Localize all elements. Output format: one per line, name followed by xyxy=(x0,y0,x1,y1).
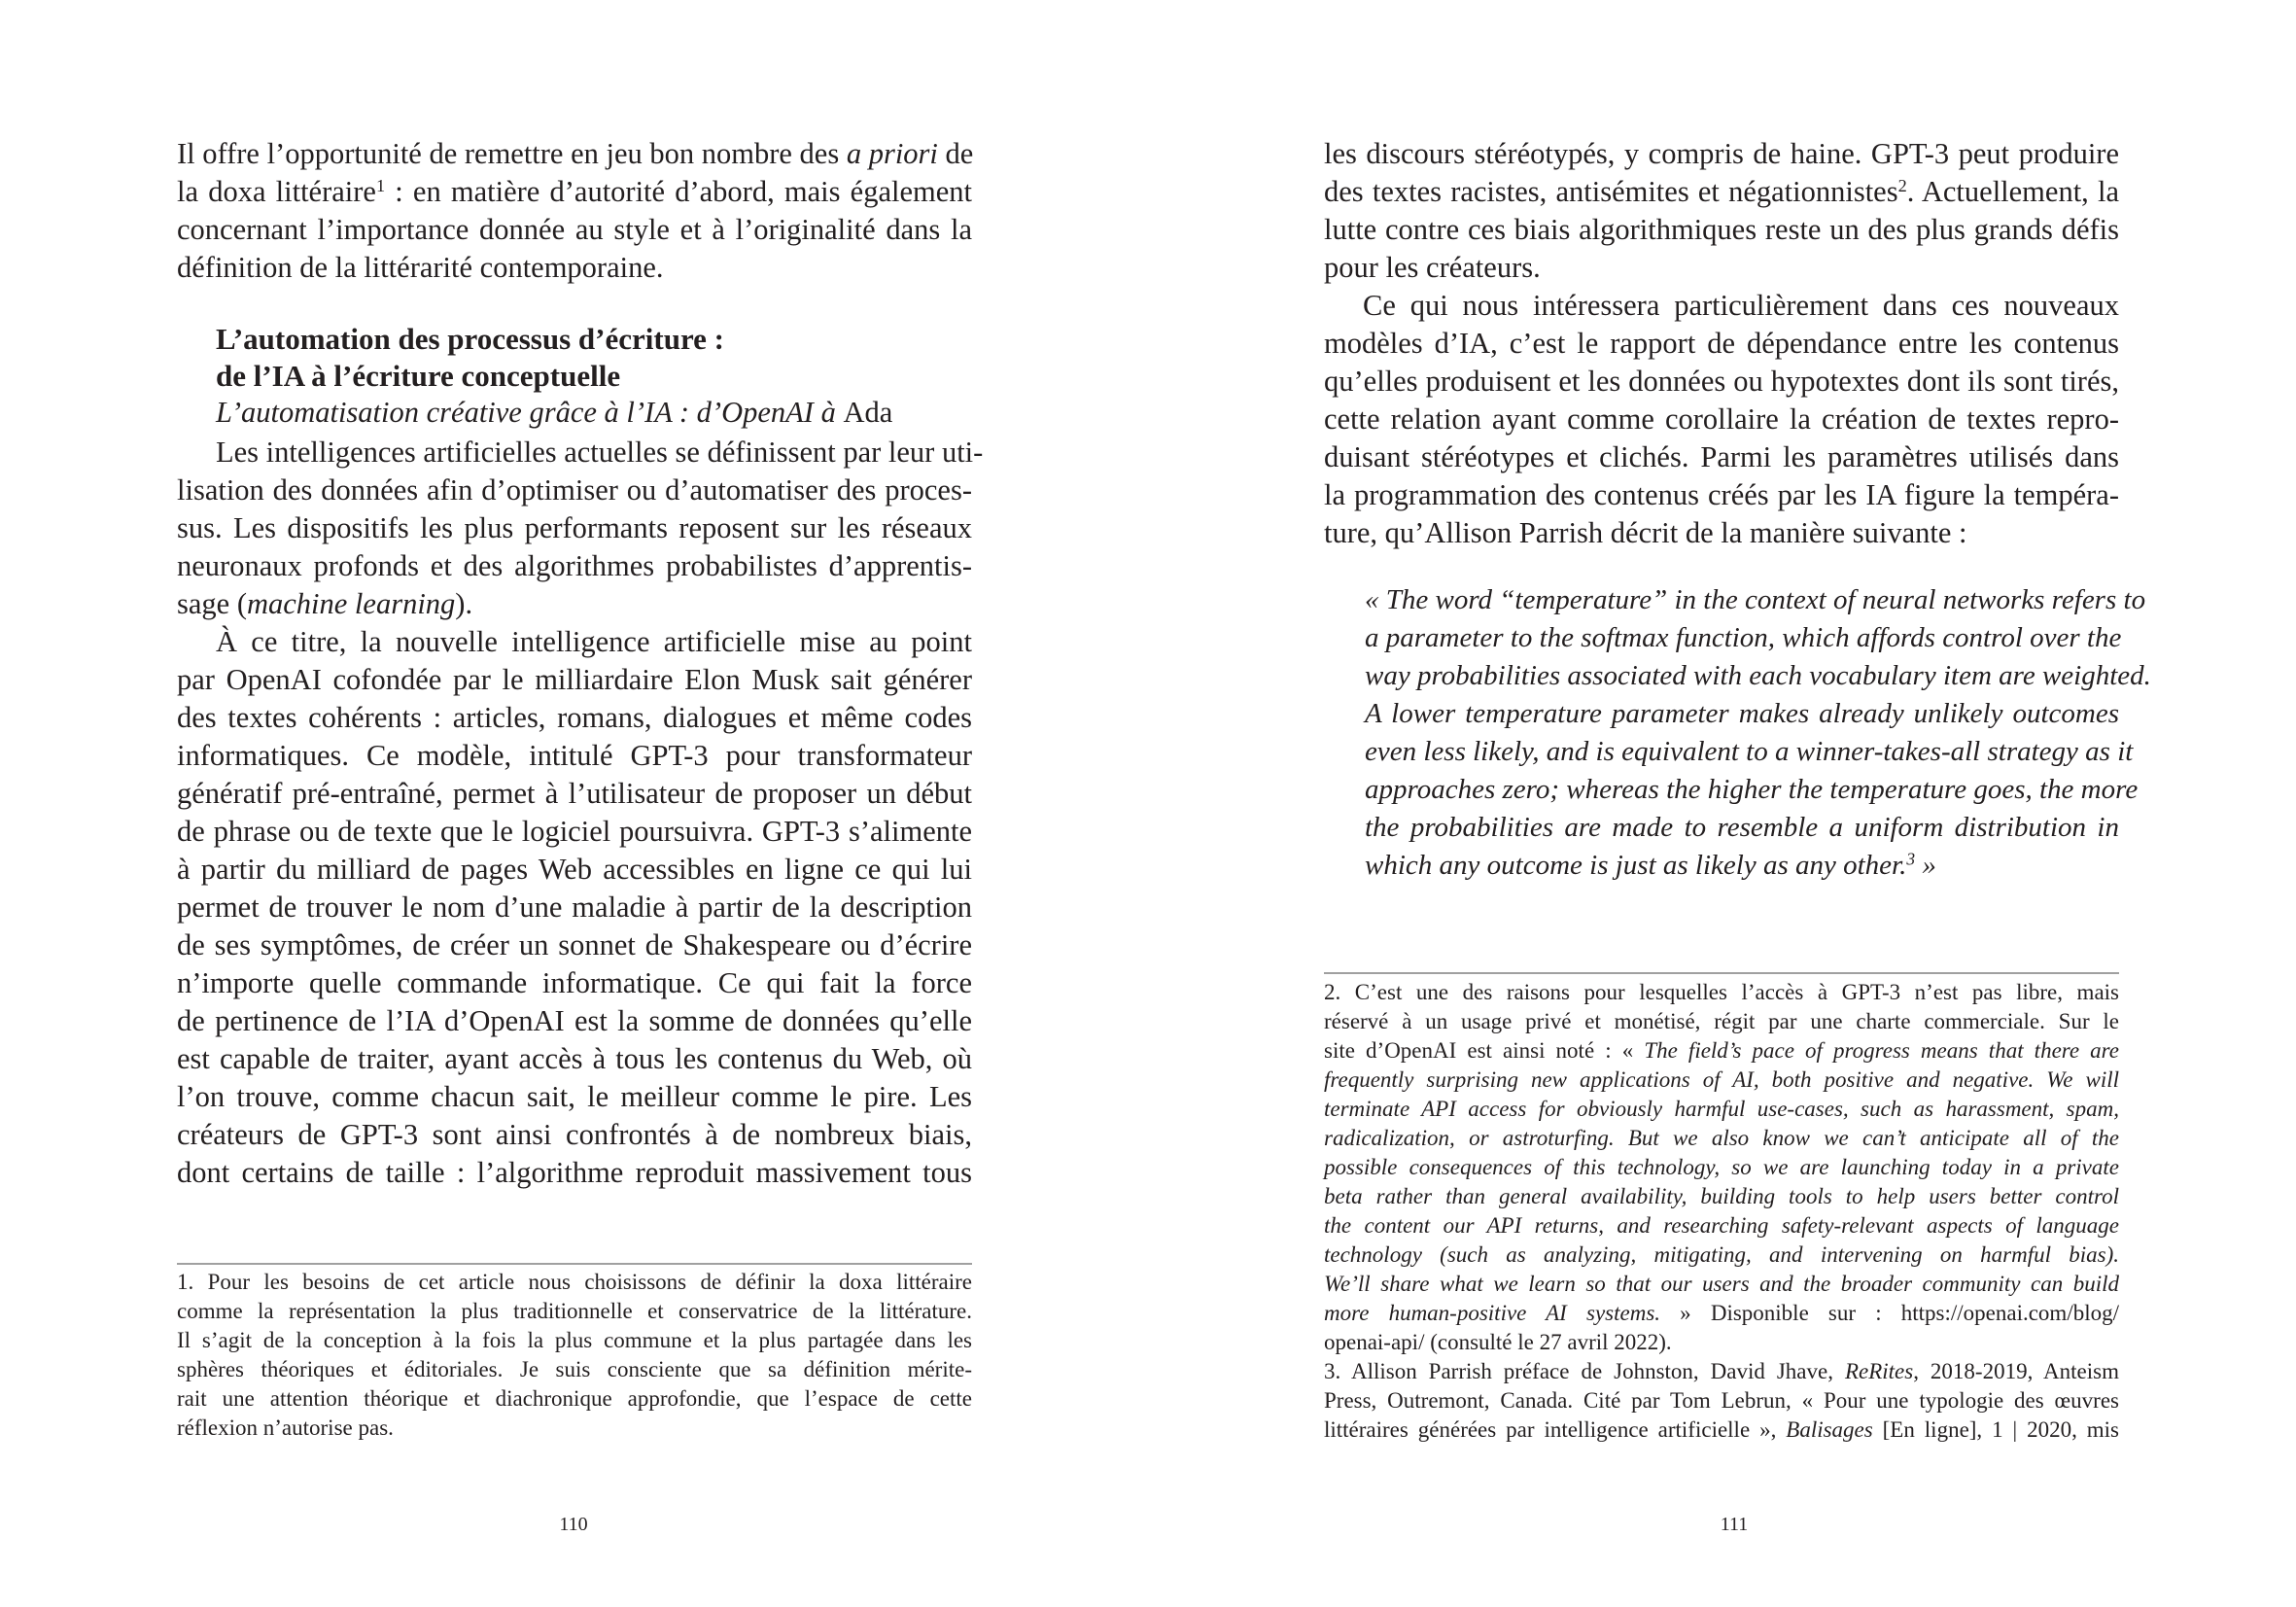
footnote-line xyxy=(1324,1124,2119,1153)
text: à partir du milliard de pages Web accessibles en ligne ce qui lui xyxy=(177,853,972,886)
text-line xyxy=(177,135,972,173)
text-line xyxy=(177,509,972,547)
text: comme la représentation la plus traditionnelle et conservatrice de la littérature. xyxy=(177,1299,972,1323)
text: la doxa littéraire xyxy=(177,175,376,208)
text: la programmation des contenus créés par les IA figure la tempéra- xyxy=(1324,478,2119,511)
italic-text: more human-positive AI systems. xyxy=(1324,1301,1661,1325)
text: informatiques. Ce modèle, intitulé GPT-3 pour transformateur xyxy=(177,739,972,772)
text-line xyxy=(1324,438,2119,476)
text: Press, Outremont, Canada. Cité par Tom Lebrun, « Pour une typologie des œuvres xyxy=(1324,1388,2119,1413)
text: lutte contre ces biais algorithmiques reste un des plus grands défis xyxy=(1324,213,2119,246)
text: permet de trouver le nom d’une maladie à partir de la description xyxy=(177,891,972,924)
text-line xyxy=(1324,135,2119,173)
footnote-line xyxy=(1324,1357,2119,1386)
right-paragraph-2 xyxy=(1324,287,2119,552)
block-quote xyxy=(1324,581,2160,885)
footnote-ref[interactable]: 2 xyxy=(1897,175,1907,195)
text: way probabilities associated with each vocabulary item are weighted. xyxy=(1365,660,2151,691)
text: réflexion n’autorise pas. xyxy=(177,1415,394,1440)
text-line xyxy=(1365,695,2119,733)
text-line xyxy=(177,964,972,1002)
text-line xyxy=(1365,847,2119,885)
text: approaches zero; whereas the higher the temperature goes, the more xyxy=(1365,774,2139,805)
text-line xyxy=(177,737,972,775)
italic-text: frequently surprising new applications of AI, both positive and negative. We will xyxy=(1324,1067,2119,1092)
text-line xyxy=(1324,249,2119,287)
text: dont certains de taille : l’algorithme reproduit massivement tous xyxy=(177,1156,972,1189)
text: A lower temperature parameter makes already unlikely outcomes xyxy=(1365,698,2119,729)
text: définition de la littérarité contemporaine. xyxy=(177,251,664,284)
text-line xyxy=(1324,476,2119,514)
text-line xyxy=(177,585,972,623)
text: Il s’agit de la conception à la fois la plus commune et la plus partagée dans les xyxy=(177,1328,972,1352)
italic-text: possible consequences of this technology, so we are launching today in a private xyxy=(1324,1155,2119,1179)
page-number: 110 xyxy=(559,1514,588,1535)
text: Les intelligences artificielles actuelles se définissent par leur uti- xyxy=(216,436,984,469)
text-line xyxy=(1324,173,2119,211)
italic-text: machine learning xyxy=(246,587,456,620)
text: : en matière d’autorité d’abord, mais également xyxy=(385,175,972,208)
text-line xyxy=(1365,771,2139,809)
footnote-line xyxy=(1324,1153,2119,1182)
right-footnotes xyxy=(1324,978,2119,1445)
footnote-line xyxy=(1324,1007,2119,1036)
text: 1. Pour les besoins de cet article nous choisissons de définir la doxa littéraire xyxy=(177,1270,972,1294)
text-line xyxy=(177,1154,972,1192)
left-paragraph-1 xyxy=(177,434,984,623)
left-paragraph-2 xyxy=(177,623,972,1192)
text: de ses symptômes, de créer un sonnet de Shakespeare ou d’écrire xyxy=(177,928,972,961)
text: de phrase ou de texte que le logiciel poursuivra. GPT-3 s’alimente xyxy=(177,815,972,848)
text: Il offre l’opportunité de remettre en jeu bon nombre des xyxy=(177,137,847,170)
text: réservé à un usage privé et monétisé, régit par une charte commerciale. Sur le xyxy=(1324,1009,2119,1033)
footnote-line xyxy=(1324,1415,2119,1445)
footnote-line xyxy=(1324,1211,2119,1240)
italic-text: L’automatisation créative grâce à l’IA : d’OpenAI à xyxy=(216,396,844,429)
italic-text: the content our API returns, and researching safety-relevant aspects of language xyxy=(1324,1213,2119,1238)
text: 3. Allison Parrish préface de Johnston, David Jhave, xyxy=(1324,1359,1845,1383)
text-line xyxy=(177,699,972,737)
left-body-top xyxy=(177,135,972,287)
text-line xyxy=(1324,514,2119,552)
text: ture, qu’Allison Parrish décrit de la manière suivante : xyxy=(1324,516,1967,549)
italic-text: a priori xyxy=(846,137,938,170)
heading-line: L’automation des processus d’écriture : xyxy=(216,322,724,356)
footnote-line xyxy=(1324,1270,2119,1299)
text: site d’OpenAI est ainsi noté : « xyxy=(1324,1038,1645,1063)
footnote-line xyxy=(1324,978,2119,1007)
text-line xyxy=(1324,325,2119,363)
footnote-line xyxy=(177,1355,972,1384)
text: sage ( xyxy=(177,587,247,620)
text: even less likely, and is equivalent to a winner-takes-all strategy as it xyxy=(1365,736,2134,767)
text: Ce qui nous intéressera particulièrement dans ces nouveaux xyxy=(1363,289,2119,322)
italic-text: radicalization, or astroturfing. But we also know we can’t anticipate all of the xyxy=(1324,1126,2119,1150)
text-line xyxy=(177,813,972,851)
text: qu’elles produisent et les données ou hypotextes dont ils sont tirés, xyxy=(1324,365,2119,398)
text-line xyxy=(1365,809,2119,847)
text-line xyxy=(177,775,972,813)
text: de pertinence de l’IA d’OpenAI est la somme de données qu’elle xyxy=(177,1004,972,1037)
footnote-line xyxy=(177,1414,972,1443)
footnote-line xyxy=(1324,1328,2119,1357)
text: est capable de traiter, ayant accès à tous les contenus du Web, où xyxy=(177,1042,972,1075)
italic-text: beta rather than general availability, building tools to help users better control xyxy=(1324,1184,2119,1208)
text: modèles d’IA, c’est le rapport de dépendance entre les contenus xyxy=(1324,327,2119,360)
text: 2. C’est une des raisons pour lesquelles l’accès à GPT-3 n’est pas libre, mais xyxy=(1324,980,2119,1004)
text: n’importe quelle commande informatique. Ce qui fait la force xyxy=(177,966,972,999)
text: À ce titre, la nouvelle intelligence artificielle mise au point xyxy=(216,625,972,658)
text-line xyxy=(1365,733,2134,771)
text: the probabilities are made to resemble a uniform distribution in xyxy=(1365,812,2119,843)
text: cette relation ayant comme corollaire la création de textes repro- xyxy=(1324,402,2119,436)
text-line xyxy=(177,173,972,211)
footnote-ref[interactable]: 1 xyxy=(375,175,386,195)
right-paragraph-1 xyxy=(1324,135,2119,287)
text-line xyxy=(177,1040,972,1078)
italic-text: The field’s pace of progress means that there are xyxy=(1644,1038,2119,1063)
heading-line: de l’IA à l’écriture conceptuelle xyxy=(216,359,621,393)
footnote-line xyxy=(1324,1182,2119,1211)
footnote-line xyxy=(1324,1240,2119,1270)
text: , 2018-2019, Anteism xyxy=(1913,1359,2119,1383)
text: sphères théoriques et éditoriales. Je suis consciente que sa définition mérite- xyxy=(177,1357,972,1381)
text: des textes racistes, antisémites et négationnistes xyxy=(1324,175,1898,208)
text: openai-api/ (consulté le 27 avril 2022). xyxy=(1324,1330,1672,1354)
text-line xyxy=(177,434,984,472)
text-line xyxy=(177,851,972,889)
section-heading xyxy=(177,321,972,431)
text-line xyxy=(177,661,972,699)
footnote-line xyxy=(177,1268,972,1297)
italic-text: terminate API access for obviously harmful use-cases, such as harassment, spam, xyxy=(1324,1097,2119,1121)
text: rait une attention théorique et diachronique approfondie, que l’espace de cette xyxy=(177,1386,972,1411)
text: « The word “temperature” in the context of neural networks refers to xyxy=(1365,584,2146,615)
footnote-line xyxy=(1324,1299,2119,1328)
text: par OpenAI cofondée par le milliardaire Elon Musk sait générer xyxy=(177,663,972,696)
footnote-ref[interactable]: 3 xyxy=(1906,849,1916,869)
text-line xyxy=(177,249,972,287)
left-footnotes xyxy=(177,1268,972,1443)
italic-text: We’ll share what we learn so that our users and the broader community can build xyxy=(1324,1272,2119,1296)
text: duisant stéréotypes et clichés. Parmi les paramètres utilisés dans xyxy=(1324,440,2119,473)
text: ). xyxy=(455,587,473,620)
footnote-line xyxy=(177,1297,972,1326)
footnote-line xyxy=(177,1326,972,1355)
text: des textes cohérents : articles, romans, dialogues et même codes xyxy=(177,701,972,734)
footnote-line xyxy=(1324,1095,2119,1124)
text: sus. Les dispositifs les plus performants reposent sur les réseaux xyxy=(177,511,972,544)
text-line xyxy=(177,1002,972,1040)
italic-text: technology (such as analyzing, mitigating, and intervening on harmful bias). xyxy=(1324,1242,2119,1267)
text: . Actuellement, la xyxy=(1906,175,2120,208)
footnote-rule xyxy=(177,1263,972,1265)
text: les discours stéréotypés, y compris de haine. GPT-3 peut produire xyxy=(1324,137,2119,170)
text-line xyxy=(177,211,972,249)
text-line xyxy=(1324,287,2119,325)
text: génératif pré-entraîné, permet à l’utilisateur de proposer un début xyxy=(177,777,972,810)
text: littéraires générées par intelligence artificielle », xyxy=(1324,1417,1787,1442)
footnote-line xyxy=(1324,1386,2119,1415)
footnote-rule xyxy=(1324,972,2119,974)
text: lisation des données afin d’optimiser ou d’automatiser des proces- xyxy=(177,473,972,507)
text: a parameter to the softmax function, which affords control over the xyxy=(1365,622,2122,653)
text-line xyxy=(177,889,972,926)
footnote-line xyxy=(1324,1066,2119,1095)
text: concernant l’importance donnée au style et à l’originalité dans la xyxy=(177,213,972,246)
right-page xyxy=(1148,0,2296,1607)
text: l’on trouve, comme chacun sait, le meilleur comme le pire. Les xyxy=(177,1080,972,1113)
text-line xyxy=(1365,581,2146,619)
text: Ada xyxy=(843,396,893,429)
page-number: 111 xyxy=(1720,1514,1749,1535)
text: neuronaux profonds et des algorithmes probabilistes d’apprentis- xyxy=(177,549,972,582)
text-line xyxy=(1365,619,2122,657)
text-line xyxy=(1365,657,2151,695)
text-line xyxy=(177,1116,972,1154)
text: créateurs de GPT-3 sont ainsi confrontés à de nombreux biais, xyxy=(177,1118,972,1151)
text: de xyxy=(937,137,974,170)
text: pour les créateurs. xyxy=(1324,251,1541,284)
footnote-line xyxy=(177,1384,972,1414)
italic-text: Balisages xyxy=(1786,1417,1873,1442)
text-line xyxy=(1324,211,2119,249)
subheading xyxy=(177,395,972,431)
text-line xyxy=(177,472,972,509)
text-line xyxy=(177,623,972,661)
text-line xyxy=(1324,401,2119,438)
text-line xyxy=(177,547,972,585)
text-line xyxy=(177,1078,972,1116)
text: which any outcome is just as likely as any other. xyxy=(1365,850,1907,881)
text-line xyxy=(1324,363,2119,401)
footnote-line xyxy=(1324,1036,2119,1066)
italic-text: ReRites xyxy=(1844,1359,1914,1383)
text: » Disponible sur : https://openai.com/blog/ xyxy=(1660,1301,2119,1325)
text: [En ligne], 1 | 2020, mis xyxy=(1872,1417,2119,1442)
text: » xyxy=(1915,850,1936,881)
text-line xyxy=(177,926,972,964)
